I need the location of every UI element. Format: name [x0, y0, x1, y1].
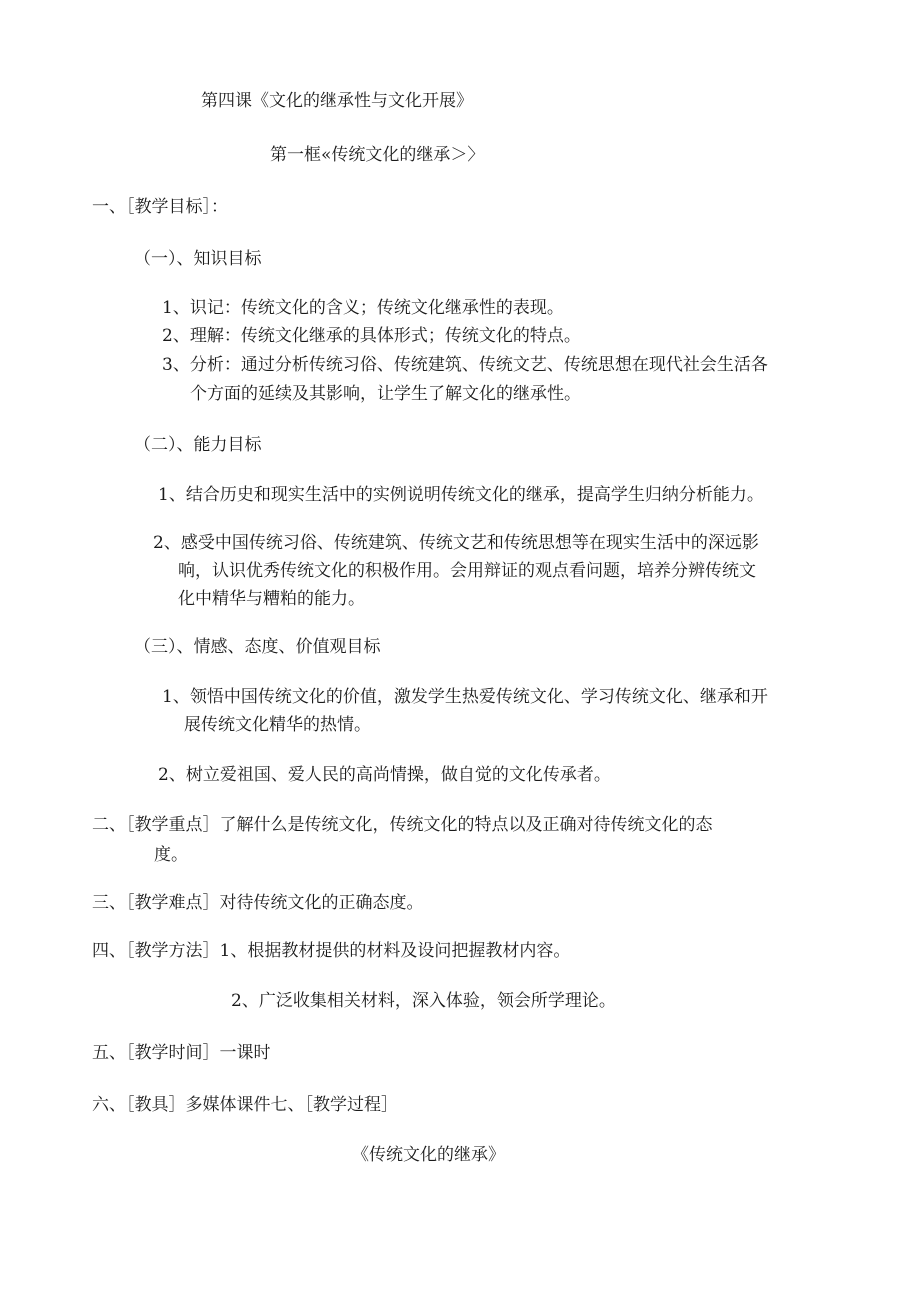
ability-item-2-cont-1: 响，认识优秀传统文化的积极作用。会用辩证的观点看问题，培养分辨传统文	[178, 561, 756, 581]
ability-item-1: 1、结合历史和现实生活中的实例说明传统文化的继承，提高学生归纳分析能力。	[158, 485, 764, 505]
value-item-1: 1、领悟中国传统文化的价值，激发学生热爱传统文化、学习传统文化、继承和开	[162, 687, 768, 707]
section-2-line-1: 二、［教学重点］了解什么是传统文化，传统文化的特点以及正确对待传统文化的态	[92, 815, 713, 835]
section-1-heading: 一、［教学目标］：	[92, 197, 228, 217]
ability-item-2: 2、感受中国传统习俗、传统建筑、传统文艺和传统思想等在现实生活中的深远影	[153, 533, 759, 553]
subsection-2-heading: （二）、能力目标	[134, 435, 262, 455]
document-subtitle: 第一框«传统文化的继承＞〉	[270, 145, 485, 165]
section-2-line-2: 度。	[154, 845, 188, 865]
section-4-line-2: 2、广泛收集相关材料，深入体验，领会所学理论。	[231, 991, 616, 1011]
value-item-1-cont: 展传统文化精华的热情。	[184, 715, 371, 735]
process-title: 《传统文化的继承》	[352, 1145, 505, 1165]
knowledge-item-3: 3、分析：通过分析传统习俗、传统建筑、传统文艺、传统思想在现代社会生活各	[162, 355, 768, 375]
value-item-2: 2、树立爱祖国、爱人民的高尚情操，做自觉的文化传承者。	[158, 765, 611, 785]
section-3: 三、［教学难点］对待传统文化的正确态度。	[92, 893, 424, 913]
subsection-1-heading: （一）、知识目标	[134, 249, 262, 269]
knowledge-item-2: 2、理解：传统文化继承的具体形式；传统文化的特点。	[162, 326, 581, 346]
subsection-3-heading: （三）、情感、态度、价值观目标	[134, 637, 381, 657]
knowledge-item-1: 1、识记：传统文化的含义；传统文化继承性的表现。	[162, 298, 564, 318]
section-5: 五、［教学时间］一课时	[92, 1043, 271, 1063]
section-4-line-1: 四、［教学方法］1、根据教材提供的材料及设问把握教材内容。	[92, 941, 571, 961]
document-title: 第四课《文化的继承性与文化开展》	[201, 91, 473, 111]
ability-item-2-cont-2: 化中精华与糟粕的能力。	[178, 589, 365, 609]
knowledge-item-3-cont: 个方面的延续及其影响，让学生了解文化的继承性。	[190, 384, 581, 404]
section-6: 六、［教具］多媒体课件七、［教学过程］	[92, 1095, 398, 1115]
